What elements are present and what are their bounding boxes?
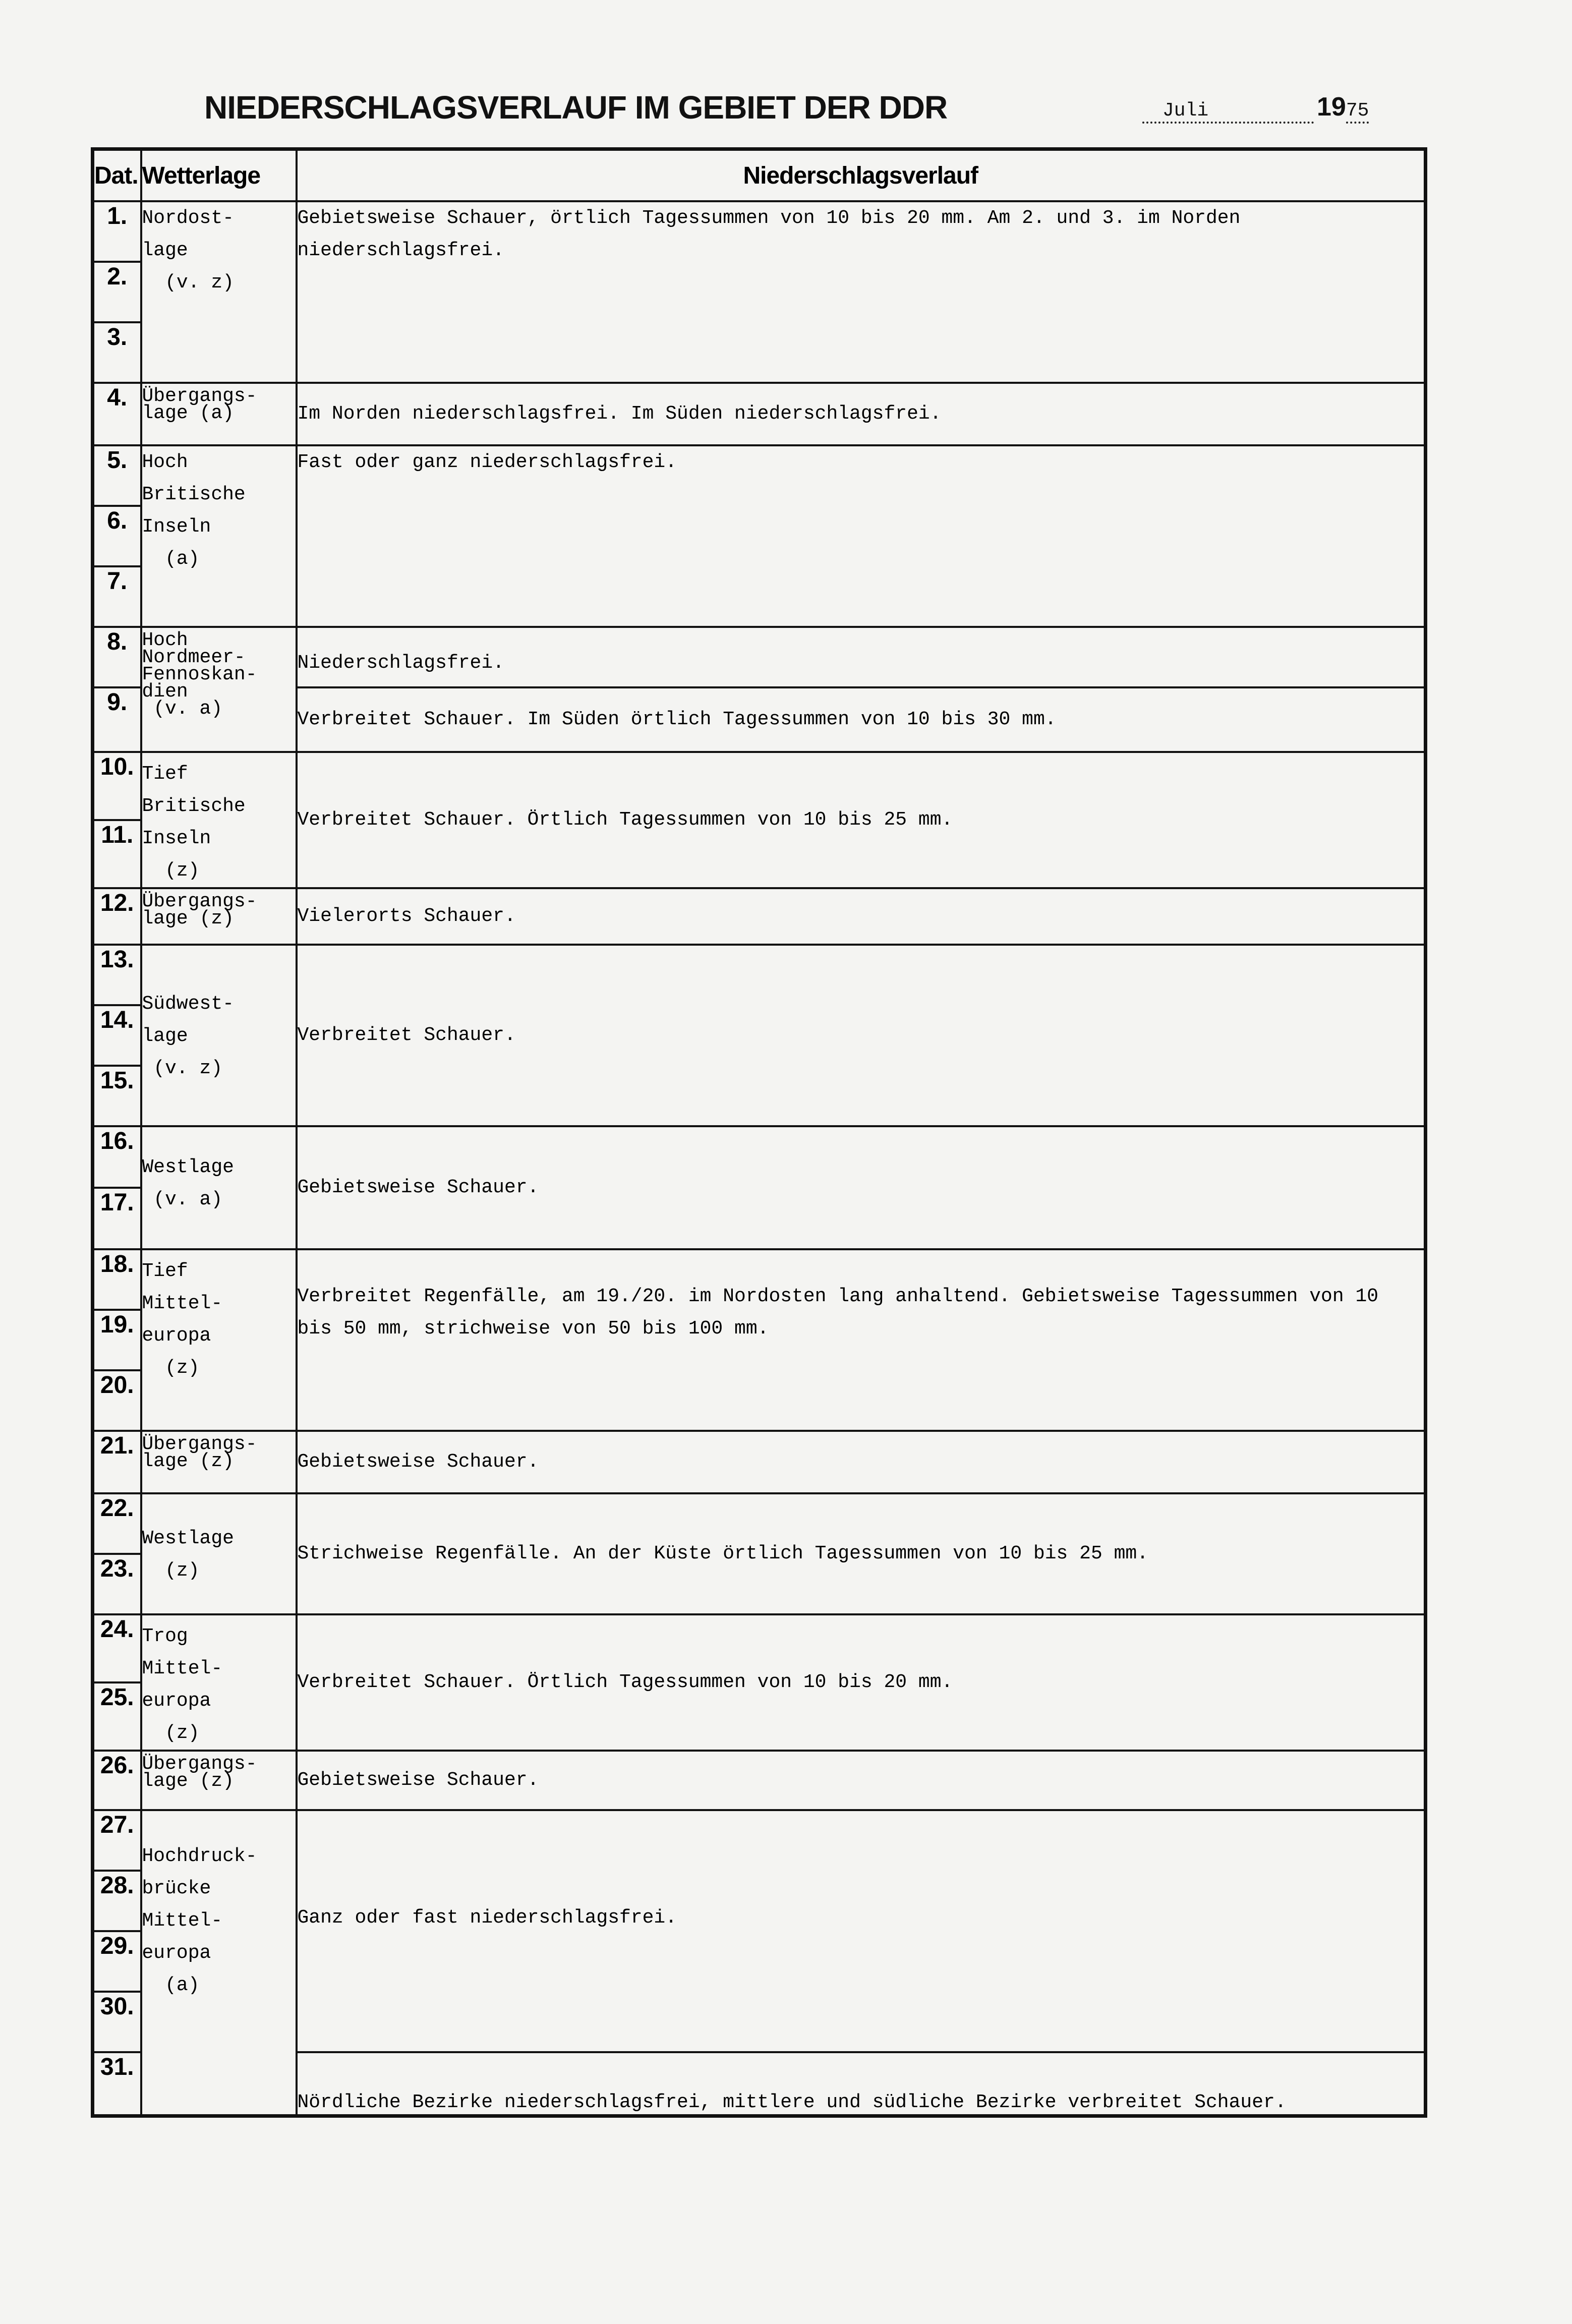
verlauf-cell: Nördliche Bezirke niederschlagsfrei, mittlere und südliche Bezirke verbreitet Schauer. (297, 2052, 1426, 2116)
table-row (93, 445, 1426, 506)
wetterlage-cell: Übergangs- lage (a) (141, 383, 297, 445)
table-header-row (93, 149, 1426, 202)
wetterlage-cell: Tief Mittel- europa (z) (141, 1249, 297, 1431)
day-cell: 5. (93, 445, 141, 506)
table-row (93, 1751, 1426, 1810)
year-suffix: 75 (1346, 100, 1369, 124)
day-cell: 15. (93, 1066, 141, 1126)
day-cell: 29. (93, 1931, 141, 1992)
header-dat: Dat. (93, 149, 141, 202)
verlauf-cell: Vielerorts Schauer. (297, 888, 1426, 945)
day-cell: 4. (93, 383, 141, 445)
wetterlage-cell: Trog Mittel- europa (z) (141, 1614, 297, 1751)
table-row (93, 752, 1426, 820)
wetterlage-cell: Südwest- lage (v. z) (141, 945, 297, 1126)
table-row (93, 1126, 1426, 1188)
table-row (93, 1493, 1426, 1554)
table-row (93, 383, 1426, 445)
day-cell: 6. (93, 506, 141, 566)
day-cell: 22. (93, 1493, 141, 1554)
verlauf-cell: Verbreitet Schauer. Örtlich Tagessummen von 10 bis 20 mm. (297, 1614, 1426, 1751)
header-wetterlage: Wetterlage (141, 149, 297, 202)
wetterlage-cell: Westlage (z) (141, 1493, 297, 1614)
verlauf-cell: Gebietsweise Schauer. (297, 1431, 1426, 1493)
day-cell: 13. (93, 945, 141, 1005)
day-cell: 11. (93, 820, 141, 888)
wetterlage-cell: Hoch Britische Inseln (a) (141, 445, 297, 627)
year-prefix: 19 (1317, 92, 1346, 122)
wetterlage-cell: Übergangs- lage (z) (141, 1431, 297, 1493)
day-cell: 3. (93, 322, 141, 383)
day-cell: 30. (93, 1992, 141, 2052)
day-cell: 19. (93, 1310, 141, 1370)
day-cell: 28. (93, 1871, 141, 1931)
table-row (93, 201, 1426, 262)
verlauf-cell: Gebietsweise Schauer. (297, 1751, 1426, 1810)
table-row (93, 1810, 1426, 1871)
table-row (93, 888, 1426, 945)
day-cell: 2. (93, 262, 141, 322)
table-row (93, 627, 1426, 687)
day-cell: 16. (93, 1126, 141, 1188)
wetterlage-cell: Westlage (v. a) (141, 1126, 297, 1249)
table-row (93, 1249, 1426, 1310)
day-cell: 21. (93, 1431, 141, 1493)
verlauf-cell: Niederschlagsfrei. (297, 627, 1426, 687)
day-cell: 1. (93, 201, 141, 262)
table-row (93, 1614, 1426, 1682)
day-cell: 25. (93, 1682, 141, 1751)
wetterlage-cell: Übergangs- lage (z) (141, 888, 297, 945)
day-cell: 18. (93, 1249, 141, 1310)
verlauf-cell: Verbreitet Regenfälle, am 19./20. im Nordosten lang anhaltend. Gebietsweise Tagessummen von 10 bis 50 mm, strichweise von 50 bis 100 mm. (297, 1249, 1426, 1431)
day-cell: 8. (93, 627, 141, 687)
month-year-line (1142, 92, 1369, 124)
table-row (93, 945, 1426, 1005)
day-cell: 14. (93, 1005, 141, 1066)
day-cell: 23. (93, 1554, 141, 1614)
verlauf-cell: Fast oder ganz niederschlagsfrei. (297, 445, 1426, 627)
day-cell: 26. (93, 1751, 141, 1810)
verlauf-cell: Verbreitet Schauer. (297, 945, 1426, 1126)
verlauf-cell: Gebietsweise Schauer, örtlich Tagessummen von 10 bis 20 mm. Am 2. und 3. im Norden niederschlagsfrei. (297, 201, 1426, 383)
precipitation-table (91, 147, 1427, 2118)
verlauf-cell: Im Norden niederschlagsfrei. Im Süden niederschlagsfrei. (297, 383, 1426, 445)
header-niederschlagsverlauf: Niederschlagsverlauf (297, 149, 1426, 202)
day-cell: 9. (93, 687, 141, 752)
verlauf-cell: Strichweise Regenfälle. An der Küste örtlich Tagessummen von 10 bis 25 mm. (297, 1493, 1426, 1614)
day-cell: 10. (93, 752, 141, 820)
verlauf-cell: Gebietsweise Schauer. (297, 1126, 1426, 1249)
day-cell: 31. (93, 2052, 141, 2116)
verlauf-cell: Verbreitet Schauer. Im Süden örtlich Tagessummen von 10 bis 30 mm. (297, 687, 1426, 752)
wetterlage-cell: Hoch Nordmeer- Fennoskan- dien (v. a) (141, 627, 297, 752)
day-cell: 27. (93, 1810, 141, 1871)
wetterlage-cell: Nordost- lage (v. z) (141, 201, 297, 383)
day-cell: 24. (93, 1614, 141, 1682)
day-cell: 7. (93, 566, 141, 627)
page-title: NIEDERSCHLAGSVERLAUF IM GEBIET DER DDR (204, 89, 948, 126)
verlauf-cell: Verbreitet Schauer. Örtlich Tagessummen von 10 bis 25 mm. (297, 752, 1426, 888)
wetterlage-cell: Tief Britische Inseln (z) (141, 752, 297, 888)
table-row (93, 1431, 1426, 1493)
month-field: Juli (1142, 100, 1314, 124)
wetterlage-cell: Übergangs- lage (z) (141, 1751, 297, 1810)
day-cell: 12. (93, 888, 141, 945)
day-cell: 20. (93, 1370, 141, 1431)
verlauf-cell: Ganz oder fast niederschlagsfrei. (297, 1810, 1426, 2052)
day-cell: 17. (93, 1188, 141, 1249)
wetterlage-cell: Hochdruck- brücke Mittel- europa (a) (141, 1810, 297, 2116)
